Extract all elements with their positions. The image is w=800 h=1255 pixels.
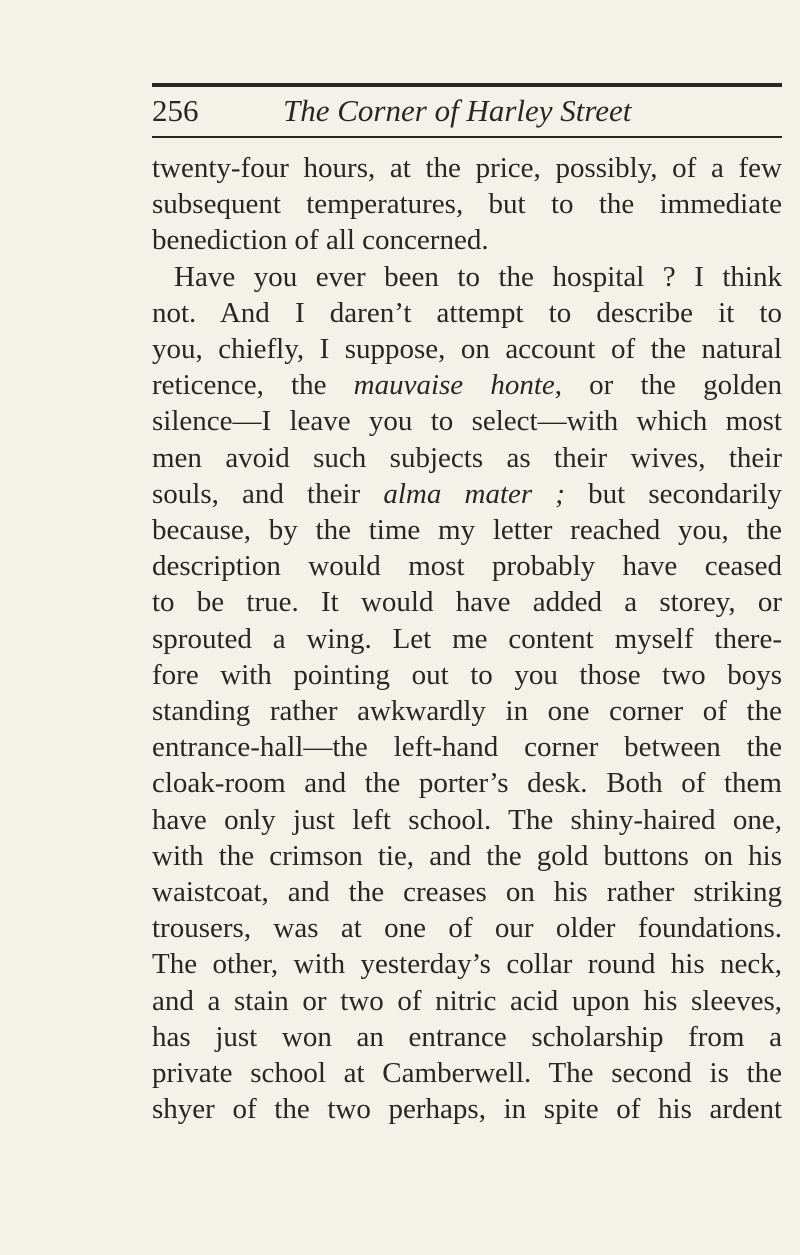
text-line — [152, 476, 782, 512]
text-line: standing rather awkwardly in one corner of the — [152, 695, 782, 728]
text-line: not. And I daren’t attempt to describe it to — [152, 296, 782, 329]
text-line: to be true. It would have added a storey, or — [152, 586, 782, 619]
text-segment: , or the golden — [554, 369, 783, 402]
page-number: 256 — [152, 93, 199, 128]
text-segment: reticence, the — [152, 369, 327, 402]
text-line: Have you ever been to the hospital ? I think — [174, 260, 782, 293]
text-line: have only just left school. The shiny-haired one, — [152, 803, 782, 836]
text-line: trousers, was at one of our older foundations. — [152, 912, 782, 945]
text-line: waistcoat, and the creases on his rather striking — [152, 876, 782, 909]
text-line: private school at Camberwell. The second is the — [152, 1057, 782, 1090]
text-line — [152, 367, 782, 403]
header-top-rule — [152, 83, 782, 87]
text-line: you, chiefly, I suppose, on account of the natural — [152, 333, 782, 366]
text-line: with the crimson tie, and the gold buttons on his — [152, 839, 782, 872]
running-header — [152, 88, 782, 134]
text-segment: but secondarily — [588, 477, 783, 510]
text-line: has just won an entrance scholarship from a — [152, 1020, 782, 1053]
text-line: subsequent temperatures, but to the immediate — [152, 188, 782, 221]
text-line: silence—I leave you to select—with which most — [152, 405, 782, 438]
text-segment: souls, and their — [152, 477, 361, 510]
header-bottom-rule — [152, 136, 782, 138]
italic-phrase: mauvaise honte — [353, 369, 555, 402]
running-title: The Corner of Harley Street — [283, 93, 632, 128]
text-line: because, by the time my letter reached you, the — [152, 514, 782, 547]
text-line: benediction of all concerned. — [152, 224, 489, 257]
text-line: The other, with yesterday’s collar round his neck, — [152, 948, 782, 981]
text-line: cloak-room and the porter’s desk. Both of them — [152, 767, 782, 800]
body-text — [152, 150, 782, 1127]
text-line: men avoid such subjects as their wives, their — [152, 441, 782, 474]
text-line: description would most probably have ceased — [152, 550, 782, 583]
text-line: fore with pointing out to you those two boys — [152, 658, 782, 691]
text-line: and a stain or two of nitric acid upon his sleeves, — [152, 984, 782, 1017]
text-line: entrance-hall—the left-hand corner between the — [152, 731, 782, 764]
text-line: sprouted a wing. Let me content myself there- — [152, 622, 782, 655]
text-line: shyer of the two perhaps, in spite of his ardent — [152, 1093, 782, 1126]
italic-phrase: alma mater ; — [383, 477, 565, 510]
text-line: twenty-four hours, at the price, possibly, of a few — [152, 152, 782, 184]
